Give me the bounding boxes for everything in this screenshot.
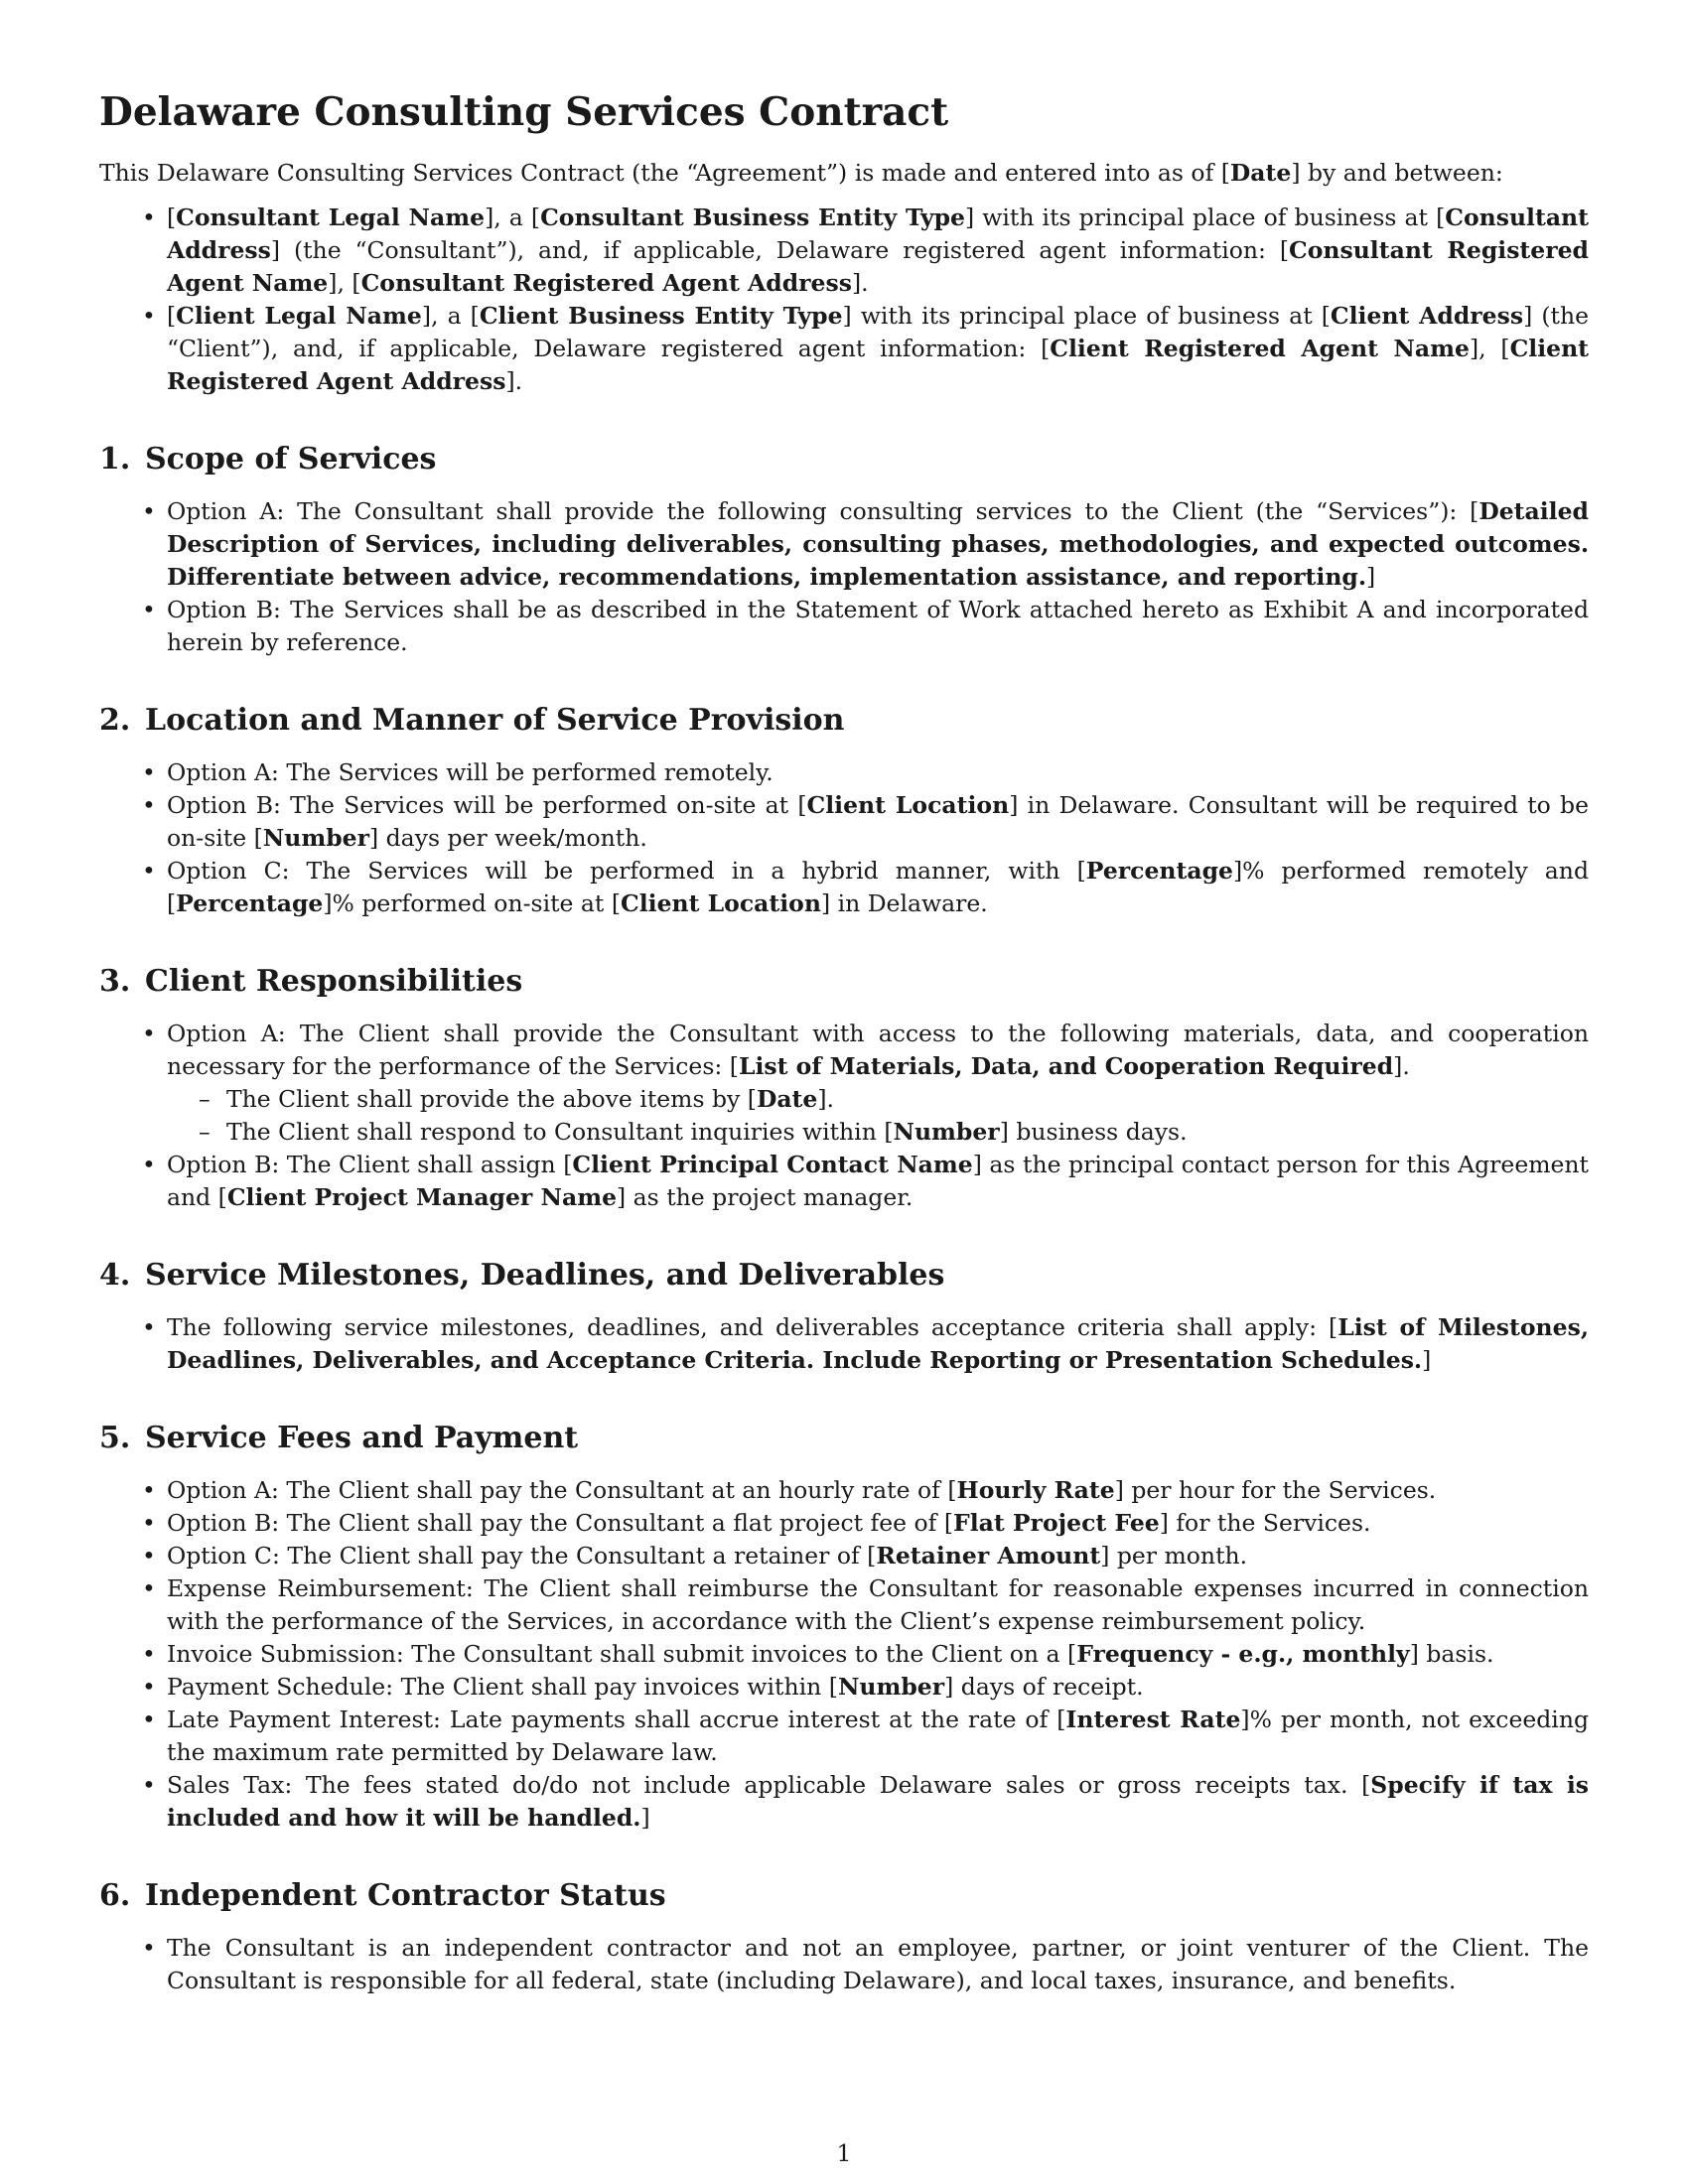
- placeholder-field: Client Address: [1330, 302, 1524, 330]
- sub-list: [167, 1083, 1589, 1149]
- placeholder-field: Number: [262, 824, 369, 852]
- section-number: 4.: [99, 1258, 131, 1293]
- sub-list-item: – The Client shall provide the above items by [Date].: [226, 1083, 1589, 1116]
- party-consultant: • [Consultant Legal Name], a [Consultant Business Entity Type] with its principal place of business at [Consultant Address] (the “Consultant”), and, if applicable, Delaware registered agent information: [Consultant Registered Agent Name], [Consultant Registered Agent Address].: [167, 202, 1589, 300]
- section-title: Scope of Services: [145, 442, 437, 477]
- placeholder-field: Client Registered Agent Address: [167, 335, 1590, 395]
- placeholder-field: Retainer Amount: [876, 1542, 1101, 1570]
- section-title: Service Fees and Payment: [145, 1421, 579, 1455]
- list-item: • The Consultant is an independent contractor and not an employee, partner, or joint venturer of the Client. The Consultant is responsible for all federal, state (including Delaware), and local taxes, insurance, and benefits.: [167, 1932, 1589, 1997]
- section-heading: [99, 1876, 1589, 1916]
- placeholder-field: Consultant Business Entity Type: [540, 204, 966, 231]
- placeholder-field: Client Project Manager Name: [226, 1183, 618, 1211]
- placeholder-field: Consultant Legal Name: [176, 204, 486, 231]
- section-list: [99, 1474, 1589, 1835]
- placeholder-field: Client Registered Agent Name: [1050, 335, 1470, 362]
- section-number: 3.: [99, 964, 131, 999]
- placeholder-field: Client Legal Name: [176, 302, 422, 330]
- list-item: • Option C: The Client shall pay the Consultant a retainer of [Retainer Amount] per month.: [167, 1540, 1589, 1572]
- list-item: • Option C: The Services will be performed in a hybrid manner, with [Percentage]% performed remotely and [Percentage]% performed on-site at [Client Location] in Delaware.: [167, 855, 1589, 920]
- placeholder-field: Client Business Entity Type: [479, 302, 843, 330]
- placeholder-field: Detailed Description of Services, including deliverables, consulting phases, methodologies, and expected outcomes. Differentiate between advice, recommendations, implementation assistance, and reporting.: [167, 497, 1589, 591]
- placeholder-field: Consultant Address: [167, 204, 1589, 264]
- sub-list-item: – The Client shall respond to Consultant inquiries within [Number] business days.: [226, 1116, 1589, 1149]
- list-item: • Option A: The Client shall pay the Consultant at an hourly rate of [Hourly Rate] per hour for the Services.: [167, 1474, 1589, 1507]
- section-number: 5.: [99, 1421, 131, 1455]
- section-heading: [99, 440, 1589, 479]
- document-page: [99, 87, 1589, 1997]
- placeholder-field: Frequency - e.g., monthly: [1076, 1640, 1410, 1668]
- page-number: 1: [836, 2139, 852, 2167]
- placeholder-field: Percentage: [1085, 857, 1233, 885]
- section-heading: [99, 1256, 1589, 1296]
- placeholder-field: Consultant Registered Agent Name: [167, 236, 1589, 297]
- placeholder-field: Consultant Registered Agent Address: [360, 269, 852, 297]
- placeholder-field: Number: [837, 1673, 945, 1701]
- section-heading: [99, 701, 1589, 741]
- parties-list: [99, 202, 1589, 398]
- list-item: • Payment Schedule: The Client shall pay invoices within [Number] days of receipt.: [167, 1671, 1589, 1704]
- placeholder-field: Client Principal Contact Name: [572, 1151, 973, 1178]
- section-title: Independent Contractor Status: [145, 1878, 666, 1913]
- section-number: 2.: [99, 703, 131, 738]
- list-item: • Option B: The Client shall assign [Client Principal Contact Name] as the principal contact person for this Agreement and [Client Project Manager Name] as the project manager.: [167, 1149, 1589, 1214]
- section-heading: [99, 1419, 1589, 1458]
- placeholder-field: List of Materials, Data, and Cooperation Required: [738, 1052, 1394, 1080]
- section-title: Service Milestones, Deadlines, and Deliverables: [145, 1258, 945, 1293]
- placeholder-field: Date: [756, 1085, 818, 1113]
- placeholder-field: Client Location: [621, 889, 821, 917]
- list-item-text: Option A: The Client shall provide the Consultant with access to the following materials, data, and cooperation necessary for the performance of the Services: [List of Materials, Data, and Cooperation Required].: [167, 1020, 1589, 1080]
- section-list: [99, 1018, 1589, 1214]
- section-number: 6.: [99, 1878, 131, 1913]
- document-title: Delaware Consulting Services Contract: [99, 89, 949, 135]
- list-item: • Late Payment Interest: Late payments shall accrue interest at the rate of [Interest Rate]% per month, not exceeding the maximum rate permitted by Delaware law.: [167, 1704, 1589, 1769]
- list-item: • The following service milestones, deadlines, and deliverables acceptance criteria shall apply: [List of Milestones, Deadlines, Deliverables, and Acceptance Criteria. Include Reporting or Presentation Schedules.]: [167, 1311, 1589, 1377]
- section-list: [99, 756, 1589, 920]
- section-heading: [99, 962, 1589, 1002]
- list-item: • Invoice Submission: The Consultant shall submit invoices to the Client on a [Frequency - e.g., monthly] basis.: [167, 1638, 1589, 1671]
- placeholder-field: Hourly Rate: [956, 1476, 1115, 1504]
- placeholder-field: Interest Rate: [1065, 1706, 1241, 1733]
- list-item: • Option A: The Consultant shall provide the following consulting services to the Client (the “Services”): [Detailed Description of Services, including deliverables, consulting phases, methodologies, and expected outcomes. Differentiate between advice, recommendations, implementation assistance, and reporting.]: [167, 495, 1589, 594]
- placeholder-field: Flat Project Fee: [953, 1509, 1160, 1537]
- section-list: [99, 495, 1589, 659]
- list-item: [167, 1018, 1589, 1149]
- section-list: [99, 1932, 1589, 1997]
- list-item: • Option B: The Services shall be as described in the Statement of Work attached hereto as Exhibit A and incorporated herein by reference.: [167, 594, 1589, 659]
- list-item: • Sales Tax: The fees stated do/do not include applicable Delaware sales or gross receipts tax. [Specify if tax is included and how it will be handled.]: [167, 1769, 1589, 1835]
- party-client: • [Client Legal Name], a [Client Business Entity Type] with its principal place of business at [Client Address] (the “Client”), and, if applicable, Delaware registered agent information: [Client Registered Agent Name], [Client Registered Agent Address].: [167, 300, 1589, 398]
- section-number: 1.: [99, 442, 131, 477]
- placeholder-field: List of Milestones, Deadlines, Deliverables, and Acceptance Criteria. Include Reporting or Presentation Schedules.: [167, 1313, 1589, 1374]
- placeholder-field: Number: [893, 1118, 1000, 1146]
- intro-paragraph: This Delaware Consulting Services Contract (the “Agreement”) is made and entered into as of [Date] by and between:: [99, 159, 1503, 187]
- list-item: • Option B: The Client shall pay the Consultant a flat project fee of [Flat Project Fee] for the Services.: [167, 1507, 1589, 1540]
- list-item: • Option B: The Services will be performed on-site at [Client Location] in Delaware. Consultant will be required to be on-site [Number] days per week/month.: [167, 789, 1589, 855]
- list-item: • Option A: The Services will be performed remotely.: [167, 756, 1589, 789]
- section-title: Client Responsibilities: [145, 964, 523, 999]
- section-title: Location and Manner of Service Provision: [145, 703, 845, 738]
- list-item: • Expense Reimbursement: The Client shall reimburse the Consultant for reasonable expenses incurred in connection with the performance of the Services, in accordance with the Client’s expense reimbursement policy.: [167, 1572, 1589, 1638]
- section-list: [99, 1311, 1589, 1377]
- placeholder-field: Date: [1229, 159, 1292, 187]
- placeholder-field: Client Location: [806, 791, 1010, 819]
- placeholder-field: Specify if tax is included and how it will be handled.: [167, 1771, 1589, 1832]
- placeholder-field: Percentage: [176, 889, 324, 917]
